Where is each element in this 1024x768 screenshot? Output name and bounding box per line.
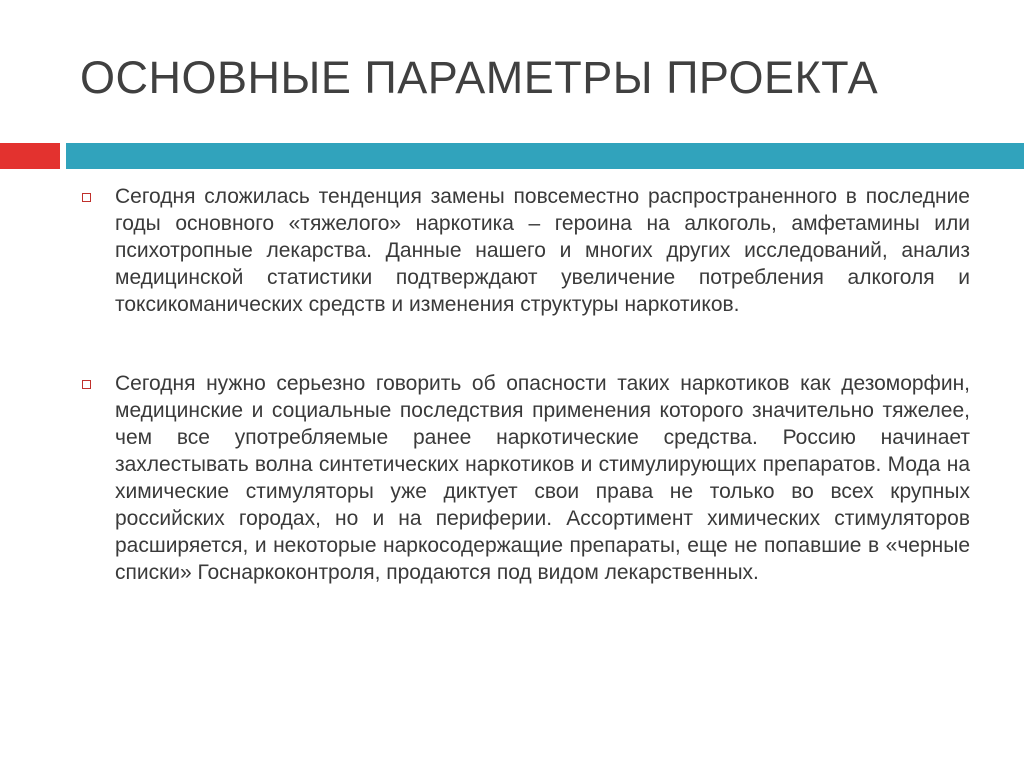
bullet-item-2 — [78, 370, 970, 586]
bullet-list — [78, 183, 970, 638]
bullet-text: Сегодня нужно серьезно говорить об опасности таких наркотиков как дезоморфин, медицинские и социальные последствия применения которого значительно тяжелее, чем все употребляемые ранее наркотические средства. Россию начинает захлестывать волна синтетических наркотиков и стимулирующих препаратов. Мода на химические стимуляторы уже диктует свои права не только во всех крупных российских городах, но и на периферии. Ассортимент химических стимуляторов расширяется, и некоторые наркосодержащие препараты, еще не попавшие в «черные списки» Госнаркоконтроля, продаются под видом лекарственных. — [115, 372, 970, 584]
accent-bar-teal — [66, 143, 1024, 169]
bullet-item-1 — [78, 183, 970, 318]
hollow-square-icon — [82, 193, 91, 202]
accent-bar-red — [0, 143, 60, 169]
slide-title: ОСНОВНЫЕ ПАРАМЕТРЫ ПРОЕКТА — [80, 52, 879, 103]
hollow-square-icon — [82, 380, 91, 389]
bullet-text: Сегодня сложилась тенденция замены повсеместно распространенного в последние годы основного «тяжелого» наркотика – героина на алкоголь, амфетамины или психотропные лекарства. Данные нашего и многих других исследований, анализ медицинской статистики подтверждают увеличение потребления алкоголя и токсикоманических средств и изменения структуры наркотиков. — [115, 185, 970, 316]
